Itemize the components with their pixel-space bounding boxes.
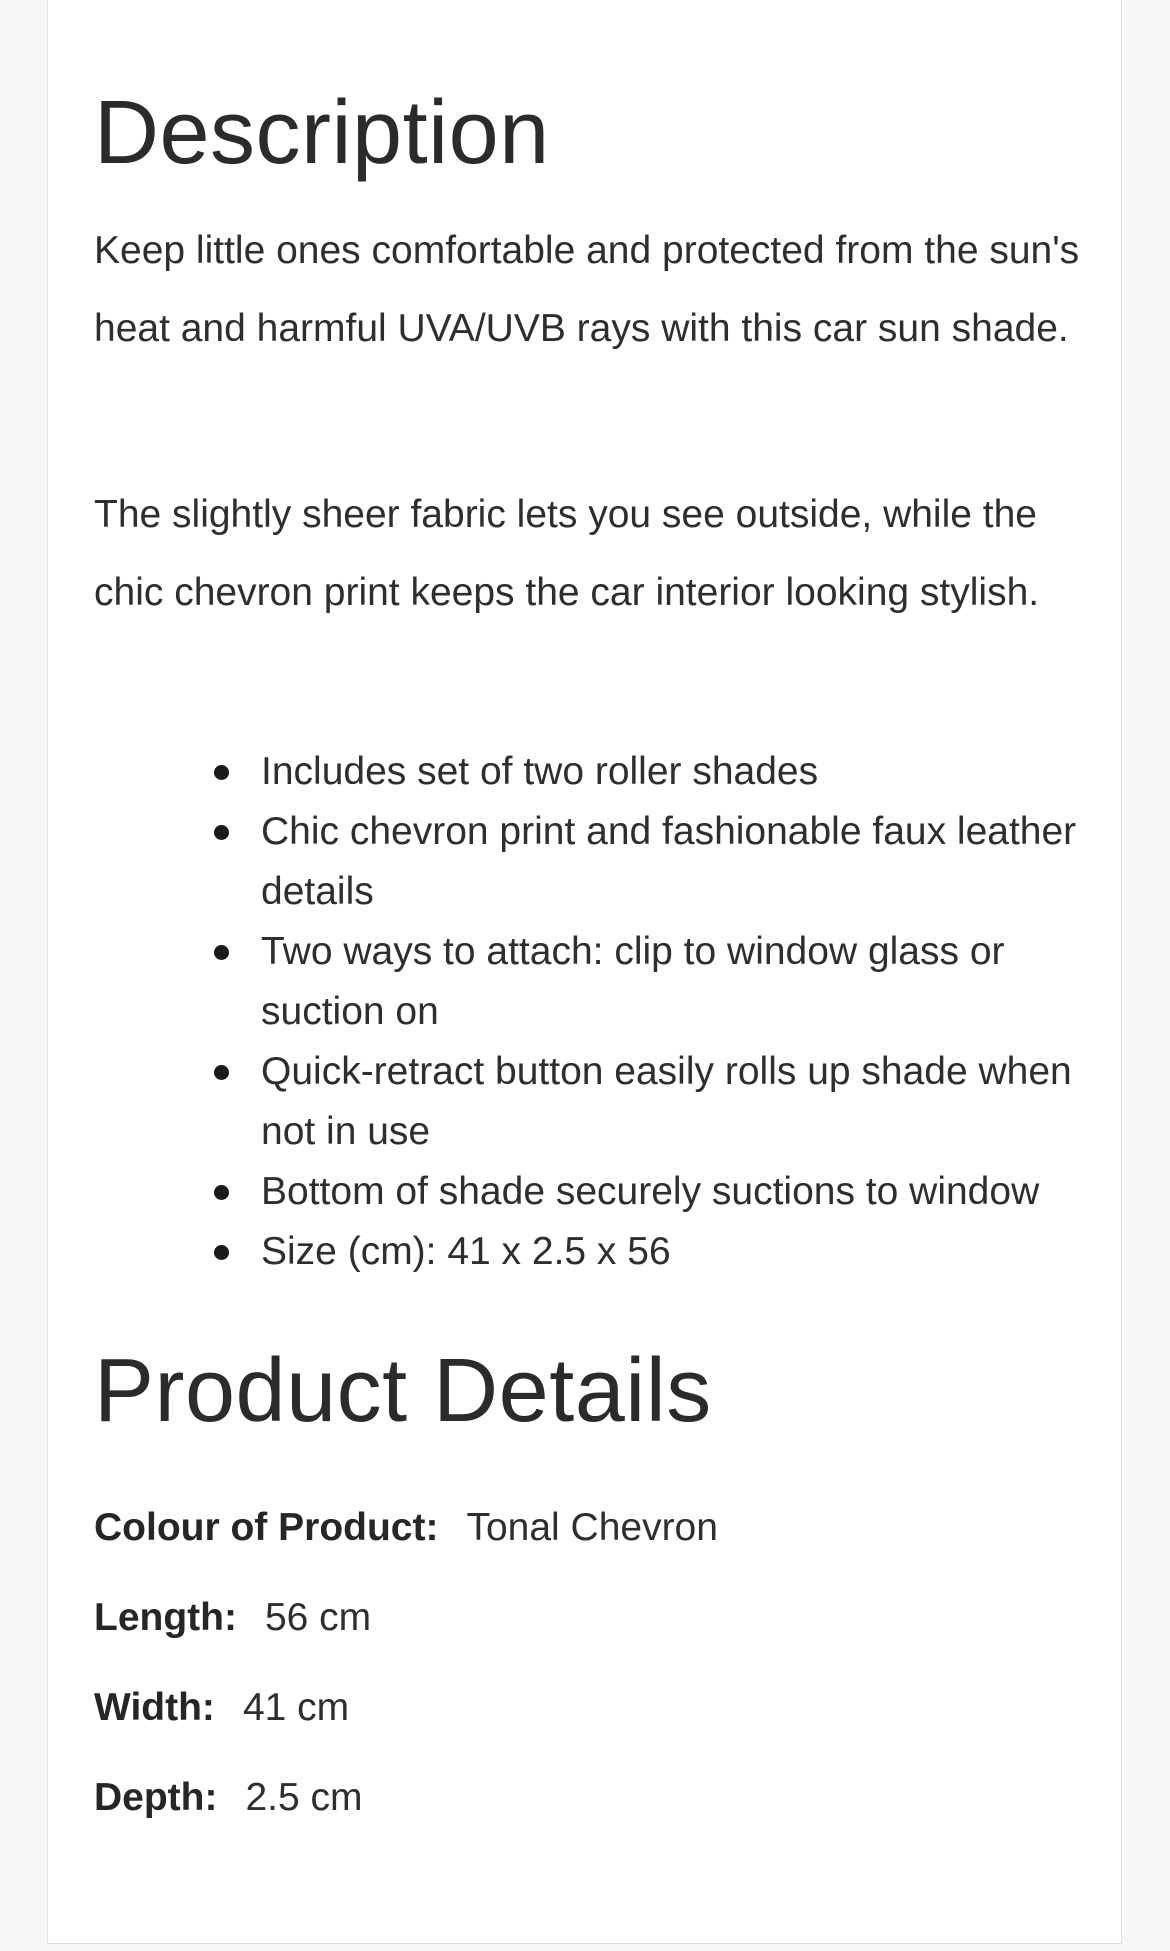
description-heading: Description [94,83,550,183]
product-info-card [47,0,1122,1944]
feature-list [94,742,1104,1282]
feature-text: Quick-retract button easily rolls up shade when not in use [261,1050,1072,1153]
feature-text: Two ways to attach: clip to window glass or suction on [261,930,1005,1033]
feature-list-item [94,802,1104,922]
detail-label: Width: [94,1686,215,1729]
detail-value: Tonal Chevron [466,1506,718,1549]
description-paragraph: The slightly sheer fabric lets you see outside, while the chic chevron print keeps the car interior looking stylish. [94,493,1040,614]
bullet-icon [214,825,229,840]
bullet-icon [214,765,229,780]
detail-value: 41 cm [242,1686,350,1729]
feature-list-item [94,1222,1104,1282]
detail-row-colour [94,1503,718,1553]
feature-list-item [94,1162,1104,1222]
detail-label: Depth: [94,1776,218,1819]
bullet-icon [214,1065,229,1080]
feature-text: Chic chevron print and fashionable faux leather details [261,810,1077,913]
detail-label: Length: [94,1596,237,1639]
bullet-icon [214,1245,229,1260]
detail-row-width [94,1683,349,1733]
detail-label: Colour of Product: [94,1506,439,1549]
detail-row-depth [94,1773,363,1823]
feature-list-item [94,742,1104,802]
bullet-icon [214,945,229,960]
feature-list-item [94,922,1104,1042]
feature-text: Bottom of shade securely suctions to window [261,1170,1040,1213]
detail-value: 2.5 cm [245,1776,363,1819]
description-paragraph: Keep little ones comfortable and protected from the sun's heat and harmful UVA/UVB rays with this car sun shade. [94,229,1080,350]
bullet-icon [214,1185,229,1200]
product-details-heading: Product Details [94,1341,712,1441]
detail-row-length [94,1593,371,1643]
feature-text: Includes set of two roller shades [261,750,819,793]
feature-list-item [94,1042,1104,1162]
feature-text: Size (cm): 41 x 2.5 x 56 [261,1230,671,1273]
detail-value: 56 cm [264,1596,372,1639]
